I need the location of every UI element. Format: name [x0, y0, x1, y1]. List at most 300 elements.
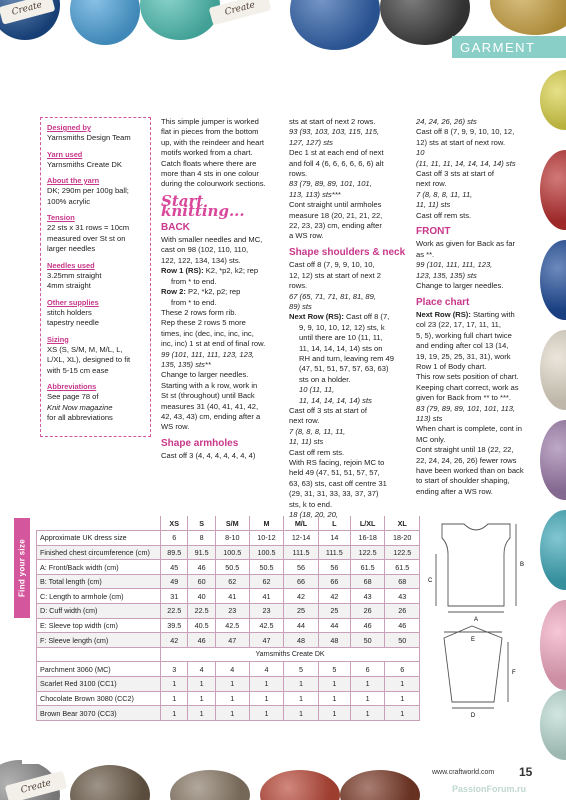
- text-line: Rep these 2 rows 5 more: [161, 318, 246, 328]
- col3-cast-off-text: [416, 127, 540, 148]
- back-body-text: [161, 370, 283, 432]
- table-cell: 8-10: [215, 531, 249, 546]
- text-line: col 23 (22, 17, 17, 11, 11,: [416, 320, 501, 330]
- table-cell: 1: [350, 677, 385, 692]
- table-cell: 61.5: [350, 560, 385, 575]
- text-line: (29, 31, 31, 33, 33, 37, 37): [289, 489, 379, 499]
- table-cell: 4: [249, 662, 284, 677]
- table-cell: Brown Bear 3070 (CC3): [37, 706, 161, 721]
- text-line: 10: [416, 148, 425, 158]
- table-cell: 40: [188, 589, 215, 604]
- table-cell: 1: [284, 706, 319, 721]
- text-line: Work as given for Back as far: [416, 239, 516, 249]
- sidebar-text: stitch holders: [47, 307, 92, 317]
- yarn-ball-image: [70, 0, 140, 45]
- text-line: Cast off 8 (7, 9, 9, 10, 10, 12,: [416, 127, 515, 137]
- table-cell: 62: [215, 574, 249, 589]
- text-line: With smaller needles and MC,: [161, 235, 263, 245]
- sidebar-text: Knit Now magazine: [47, 402, 113, 412]
- table-cell: E: Sleeve top width (cm): [37, 618, 161, 633]
- text-line: sts on a holder.: [299, 374, 351, 384]
- text-line: 9, 9, 10, 10, 12, 12) sts, k: [299, 322, 385, 332]
- yarn-ball-image: [540, 70, 566, 130]
- table-cell: 1: [350, 691, 385, 706]
- sidebar-section: [41, 261, 150, 292]
- table-row: [37, 647, 420, 662]
- front-heading: FRONT: [416, 226, 451, 238]
- dec-stitch-count-2: 113, 113) sts***: [289, 189, 341, 199]
- text-line: This simple jumper is worked: [161, 117, 259, 126]
- text-line: Row 1 of Body chart.: [416, 361, 487, 371]
- text-line: sts at start of next 2 rows.: [289, 117, 376, 126]
- table-cell: 1: [161, 691, 188, 706]
- table-cell: 16-18: [350, 531, 385, 546]
- table-cell: 6: [161, 531, 188, 546]
- sidebar-heading: Sizing: [47, 334, 69, 344]
- yarn-ball-image: [290, 0, 380, 50]
- table-cell: [37, 647, 161, 662]
- cast-off-stitch-count-2: 11, 11) sts: [289, 437, 324, 447]
- text-line: (11, 11, 11, 14, 14, 14, 14) sts: [416, 158, 516, 168]
- text-line: 123, 135, 135) sts: [416, 270, 477, 280]
- table-cell: Chocolate Brown 3080 (CC2): [37, 691, 161, 706]
- text-line: MC only.: [416, 434, 446, 444]
- yarn-ball-image: [540, 600, 566, 690]
- sidebar-section: [41, 176, 150, 207]
- shoulder-stitch-count: 67 (65, 71, 71, 81, 81, 89,: [289, 291, 376, 301]
- footer-url[interactable]: www.craftworld.com: [432, 769, 495, 776]
- table-cell: 66: [284, 574, 319, 589]
- find-your-size-label: Find your size: [14, 518, 30, 618]
- table-cell: 56: [284, 560, 319, 575]
- armhole-stitch-count: [289, 127, 413, 148]
- text-line: 113) sts: [416, 413, 443, 423]
- table-cell: F: Sleeve length (cm): [37, 633, 161, 648]
- table-cell: 1: [249, 691, 284, 706]
- table-cell: 1: [284, 691, 319, 706]
- sidebar-text: 4mm straight: [47, 281, 91, 290]
- text-line: Cast off rem sts.: [289, 447, 345, 457]
- front-stitch-count: [416, 260, 540, 281]
- body-outline: [442, 524, 510, 606]
- sidebar-heading: Other supplies: [47, 297, 99, 307]
- table-cell: L: [318, 516, 350, 531]
- table-cell: 1: [215, 691, 249, 706]
- table-cell: 46: [350, 618, 385, 633]
- sidebar-text: XS (S, S/M, M, M/L, L,: [47, 344, 123, 354]
- row2-text-cont: from * to end.: [171, 297, 217, 307]
- back-stitch-count: [161, 350, 283, 371]
- col3-stitch-count-2: [416, 148, 540, 169]
- yarn-ball-image: [540, 150, 566, 230]
- col3-stitch-count-3: [416, 190, 540, 211]
- text-line: 5, 5), working full chart twice: [416, 330, 512, 340]
- table-cell: 8: [188, 531, 215, 546]
- table-cell: C: Length to armhole (cm): [37, 589, 161, 604]
- table-cell: 46: [188, 633, 215, 648]
- text-line: more than 4 sts in one colour: [161, 169, 259, 179]
- table-row: [37, 531, 420, 546]
- col3-cast-off-2: [416, 169, 540, 190]
- cast-off-text: [289, 406, 413, 427]
- text-line: during the colourwork sections.: [161, 179, 266, 189]
- table-cell: 47: [249, 633, 284, 648]
- table-cell: 41: [249, 589, 284, 604]
- row1-text: Row 1 (RS): K2, *p2, k2; rep: [161, 266, 259, 276]
- text-line: RH and turn, leaving rem 49: [299, 353, 394, 363]
- sidebar-text: 100% acrylic: [47, 196, 91, 206]
- text-line: Change to larger needles.: [161, 370, 249, 380]
- table-cell: L/XL: [350, 516, 385, 531]
- table-cell: B: Total length (cm): [37, 574, 161, 589]
- text-line: 122, 122, 134, 134) sts.: [161, 255, 241, 265]
- table-cell: 31: [161, 589, 188, 604]
- table-cell: 122.5: [385, 545, 420, 560]
- text-line: given for Back from ** to ***.: [416, 393, 511, 403]
- table-cell: 3: [161, 662, 188, 677]
- text-line: Catch floats where there are: [161, 158, 257, 168]
- text-line: 135, 135) sts**: [161, 359, 211, 369]
- cast-off-stitch-count: 7 (8, 8, 8, 11, 11,: [289, 426, 346, 436]
- chart-stitch-count: [416, 404, 540, 425]
- table-cell: 68: [350, 574, 385, 589]
- text-line: 22, 23, 23) cm, ending after: [289, 221, 382, 231]
- page-number: 15: [519, 765, 533, 779]
- armhole-length-text: [289, 200, 413, 242]
- table-cell: 50.5: [249, 560, 284, 575]
- text-line: 63, 63) sts, cast off centre 31: [289, 478, 387, 488]
- table-cell: 22.5: [188, 604, 215, 619]
- sidebar-section: [41, 335, 150, 377]
- table-cell: 1: [318, 677, 350, 692]
- text-line: times, inc (dec, inc, inc, inc,: [161, 328, 254, 338]
- table-cell: 41: [215, 589, 249, 604]
- text-line: measure 18 (20, 21, 21, 22,: [289, 210, 383, 220]
- table-cell: 50.5: [215, 560, 249, 575]
- table-cell: 46: [188, 560, 215, 575]
- table-cell: 1: [215, 706, 249, 721]
- text-line: St st (throughout) until Back: [161, 391, 255, 401]
- table-row: [37, 574, 420, 589]
- table-cell: 40.5: [188, 618, 215, 633]
- shoulder-text: [289, 260, 413, 291]
- table-cell: 1: [188, 706, 215, 721]
- table-cell: 100.5: [249, 545, 284, 560]
- table-cell: 4: [188, 662, 215, 677]
- table-cell: 44: [318, 618, 350, 633]
- table-cell: 100.5: [215, 545, 249, 560]
- table-cell: 25: [318, 604, 350, 619]
- sidebar-text: DK; 290m per 100g ball;: [47, 186, 129, 195]
- table-cell: Parchment 3060 (MC): [37, 662, 161, 677]
- info-sidebar: [40, 117, 151, 437]
- table-cell: 91.5: [188, 545, 215, 560]
- sidebar-text: Yarnsmiths Design Team: [47, 133, 131, 142]
- back-rib-text: [161, 308, 283, 350]
- text-line: to start of shoulder shaping,: [416, 476, 510, 486]
- table-cell: 26: [385, 604, 420, 619]
- text-line: Cast off 3 sts at start of: [416, 169, 494, 179]
- table-cell: D: Cuff width (cm): [37, 604, 161, 619]
- text-line: up, with the reindeer and heart: [161, 137, 265, 147]
- sidebar-heading: Designed by: [47, 123, 91, 132]
- table-cell: 39.5: [161, 618, 188, 633]
- front-text: [416, 239, 540, 260]
- table-cell: 1: [318, 691, 350, 706]
- column-3: [416, 117, 540, 497]
- table-cell: 1: [350, 706, 385, 721]
- sidebar-text: larger needles: [47, 244, 96, 253]
- table-cell: 48: [318, 633, 350, 648]
- table-cell: 1: [188, 691, 215, 706]
- col3-stitch-count: 24, 24, 26, 26) sts: [416, 117, 477, 126]
- table-cell: 1: [318, 706, 350, 721]
- next-row-text: Next Row (RS): Cast off 8 (7,: [289, 312, 390, 322]
- sidebar-text: with 5-15 cm ease: [47, 365, 109, 375]
- table-row: [37, 560, 420, 575]
- sidebar-text: Yarnsmiths Create DK: [47, 159, 122, 169]
- text-line: and foll 4 (6, 6, 6, 6, 6, 6) alt: [289, 158, 384, 168]
- sidebar-heading: About the yarn: [47, 176, 100, 185]
- armhole-text: [161, 451, 283, 461]
- table-cell: 10-12: [249, 531, 284, 546]
- sidebar-text: 3.25mm straight: [47, 270, 102, 280]
- label-b: B: [520, 562, 525, 568]
- label-a: A: [473, 617, 479, 623]
- sidebar-section: [41, 123, 150, 144]
- column-2: [289, 117, 413, 520]
- text-line: rows.: [289, 169, 308, 179]
- text-line: This row sets position of chart.: [416, 372, 519, 382]
- table-cell: 1: [249, 677, 284, 692]
- table-cell: 43: [385, 589, 420, 604]
- table-cell: 23: [215, 604, 249, 619]
- text-line: Cast off 3 sts at start of: [289, 405, 367, 415]
- table-cell: 6: [350, 662, 385, 677]
- yarn-ball-image: [540, 690, 566, 760]
- text-line: 19, 19, 25, 25, 31, 31), work: [416, 351, 511, 361]
- table-cell: 61.5: [385, 560, 420, 575]
- table-cell: 42: [161, 633, 188, 648]
- table-cell: 42: [284, 589, 319, 604]
- yarn-table-title: Yarnsmiths Create DK: [161, 647, 420, 662]
- col3-cast-off-rem: Cast off rem sts.: [416, 210, 472, 220]
- text-line: Keeping chart correct, work as: [416, 382, 519, 392]
- text-line: motifs worked from a chart.: [161, 148, 253, 158]
- front-needles-text: Change to larger needles.: [416, 281, 504, 291]
- sidebar-text: tapestry needle: [47, 318, 99, 327]
- table-cell: 43: [350, 589, 385, 604]
- table-cell: 47: [215, 633, 249, 648]
- table-cell: 1: [284, 677, 319, 692]
- text-line: flat in pieces from the bottom: [161, 127, 259, 137]
- table-cell: Approximate UK dress size: [37, 531, 161, 546]
- yarn-ball-image: [540, 330, 566, 410]
- table-cell: 50: [350, 633, 385, 648]
- table-cell: 66: [318, 574, 350, 589]
- text-line: 93 (93, 103, 103, 115, 115,: [289, 127, 380, 137]
- text-line: have been worked than on back: [416, 466, 524, 475]
- text-line: next row.: [416, 179, 447, 189]
- text-line: These 2 rows form rib.: [161, 307, 237, 317]
- text-line: held 49 (47, 51, 51, 57, 57,: [289, 468, 380, 478]
- sidebar-heading: Abbreviations: [47, 382, 97, 391]
- table-cell: XS: [161, 516, 188, 531]
- text-line: 83 (79, 89, 89, 101, 101, 113,: [416, 403, 516, 413]
- table-row: [37, 633, 420, 648]
- table-cell: Scarlet Red 3100 (CC1): [37, 677, 161, 692]
- table-cell: 4: [215, 662, 249, 677]
- yarn-ball-image: [140, 0, 220, 40]
- yarn-brand-label: Create: [0, 0, 55, 25]
- table-cell: XL: [385, 516, 420, 531]
- yarn-brand-label: Create: [209, 0, 272, 25]
- table-cell: 46: [385, 618, 420, 633]
- watermark: PassionForum.ru: [452, 784, 527, 794]
- table-cell: 122.5: [350, 545, 385, 560]
- text-line: WS row.: [161, 422, 190, 432]
- table-row: [37, 677, 420, 692]
- table-row: [37, 618, 420, 633]
- table-cell: 12-14: [284, 531, 319, 546]
- table-row: [37, 706, 420, 721]
- text-line: sts, k to end.: [289, 499, 333, 509]
- table-cell: S/M: [215, 516, 249, 531]
- text-line: Cast off 3 (4, 4, 4, 4, 4, 4, 4): [161, 451, 256, 461]
- text-line: 12, 12) sts at start of next 2: [289, 270, 382, 280]
- dec-stitch-count: 83 (79, 89, 89, 101, 101,: [289, 179, 372, 189]
- table-cell: 56: [318, 560, 350, 575]
- yarn-ball-image: [540, 240, 566, 320]
- table-cell: 26: [350, 604, 385, 619]
- label-f: F: [512, 670, 516, 676]
- text-line: and ending after col 13 (14,: [416, 341, 509, 351]
- text-line: 11, 14, 14, 14, 14) sts on: [299, 343, 383, 353]
- shape-shoulders-heading: Shape shoulders & neck: [289, 246, 406, 258]
- table-cell: 60: [188, 574, 215, 589]
- sidebar-text: 22 sts x 31 rows = 10cm: [47, 223, 130, 232]
- neck-stitch-count: 10 (11, 11,: [299, 385, 335, 395]
- text-line: 11, 11) sts: [416, 200, 451, 210]
- text-line: until there are 10 (11, 11,: [299, 333, 383, 343]
- table-cell: 89.5: [161, 545, 188, 560]
- table-cell: 49: [161, 574, 188, 589]
- table-cell: Finished chest circumference (cm): [37, 545, 161, 560]
- text-line: 99 (101, 111, 111, 123,: [416, 260, 493, 270]
- yarn-ball-image: [540, 420, 566, 500]
- text-line: Cont straight until 18 (22, 22,: [416, 445, 514, 455]
- yarn-ball-image: [490, 0, 566, 35]
- yarn-brand-label: Create: [5, 771, 68, 800]
- text-line: Cont straight until armholes: [289, 200, 382, 210]
- sidebar-heading: Yarn used: [47, 149, 83, 159]
- table-cell: [37, 516, 161, 531]
- text-line: 99 (101, 111, 111, 123, 123,: [161, 349, 255, 359]
- text-line: 7 (8, 8, 8, 11, 11,: [416, 189, 473, 199]
- sidebar-heading: Needles used: [47, 260, 95, 270]
- table-cell: 42.5: [249, 618, 284, 633]
- table-cell: 22.5: [161, 604, 188, 619]
- yarn-ball-image: [170, 770, 250, 800]
- table-cell: 6: [385, 662, 420, 677]
- section-banner: GARMENT: [452, 36, 566, 58]
- table-cell: 111.5: [318, 545, 350, 560]
- place-chart-heading: Place chart: [416, 296, 470, 308]
- label-d: D: [470, 713, 476, 719]
- table-row: [37, 516, 420, 531]
- table-cell: 5: [284, 662, 319, 677]
- sidebar-section: [41, 298, 150, 329]
- next-row-cont: [289, 323, 413, 385]
- neck-stitch-count-2: 11, 14, 14, 14, 14) sts: [299, 395, 372, 405]
- sidebar-heading: Tension: [47, 213, 75, 222]
- table-cell: 25: [284, 604, 319, 619]
- back-text: [161, 235, 283, 266]
- column-1: [161, 117, 283, 462]
- table-cell: 42: [318, 589, 350, 604]
- back-heading: BACK: [161, 221, 190, 233]
- sidebar-text: measured over St st on: [47, 233, 126, 243]
- chart-text: [416, 320, 540, 403]
- table-cell: 45: [161, 560, 188, 575]
- table-cell: 18-20: [385, 531, 420, 546]
- text-line: a WS row.: [289, 231, 324, 241]
- text-line: as **.: [416, 249, 435, 259]
- shape-armholes-heading: Shape armholes: [161, 437, 239, 449]
- chart-cont-text: [416, 424, 540, 497]
- table-cell: 68: [385, 574, 420, 589]
- table-cell: M: [249, 516, 284, 531]
- table-cell: 1: [188, 677, 215, 692]
- table-cell: A: Front/Back width (cm): [37, 560, 161, 575]
- start-knitting-heading: Start knitting...: [161, 191, 245, 221]
- table-cell: 5: [318, 662, 350, 677]
- text-line: 12) sts at start of next row.: [416, 137, 506, 147]
- text-line: 127, 127) sts: [289, 137, 333, 147]
- text-line: inc, inc) 1 st at end of final row.: [161, 339, 266, 349]
- yarn-ball-image: [70, 765, 150, 800]
- text-line: rows.: [289, 281, 308, 291]
- intro-text: [161, 117, 283, 190]
- table-row: [37, 604, 420, 619]
- text-line: 42, 43, 43) cm, ending after a: [161, 411, 261, 421]
- table-cell: 1: [161, 677, 188, 692]
- sidebar-text: L/XL, XL), designed to fit: [47, 355, 131, 364]
- table-cell: S: [188, 516, 215, 531]
- table-cell: 44: [284, 618, 319, 633]
- table-cell: 111.5: [284, 545, 319, 560]
- row1-text-cont: from * to end.: [171, 276, 217, 286]
- table-row: [37, 545, 420, 560]
- yarn-ball-image: [260, 770, 340, 800]
- text-line: (47, 51, 51, 57, 57, 63, 63): [299, 364, 389, 374]
- chart-next-row: Next Row (RS): Starting with: [416, 309, 515, 319]
- text-line: When chart is complete, cont in: [416, 424, 522, 434]
- sidebar-section: [41, 150, 150, 171]
- table-row: [37, 691, 420, 706]
- text-line: measures 31 (40, 41, 41, 42,: [161, 401, 259, 411]
- sidebar-text: See page 78 of: [47, 392, 99, 401]
- label-c: C: [428, 578, 433, 584]
- size-table: [36, 516, 420, 721]
- yarn-ball-image: [340, 770, 420, 800]
- text-line: Cast off 8 (7, 9, 9, 10, 10,: [289, 260, 375, 270]
- text-line: Starting with a k row, work in: [161, 380, 258, 390]
- table-cell: 1: [385, 691, 420, 706]
- dec-text: [289, 148, 413, 179]
- table-cell: 50: [385, 633, 420, 648]
- garment-schematic: [424, 520, 542, 720]
